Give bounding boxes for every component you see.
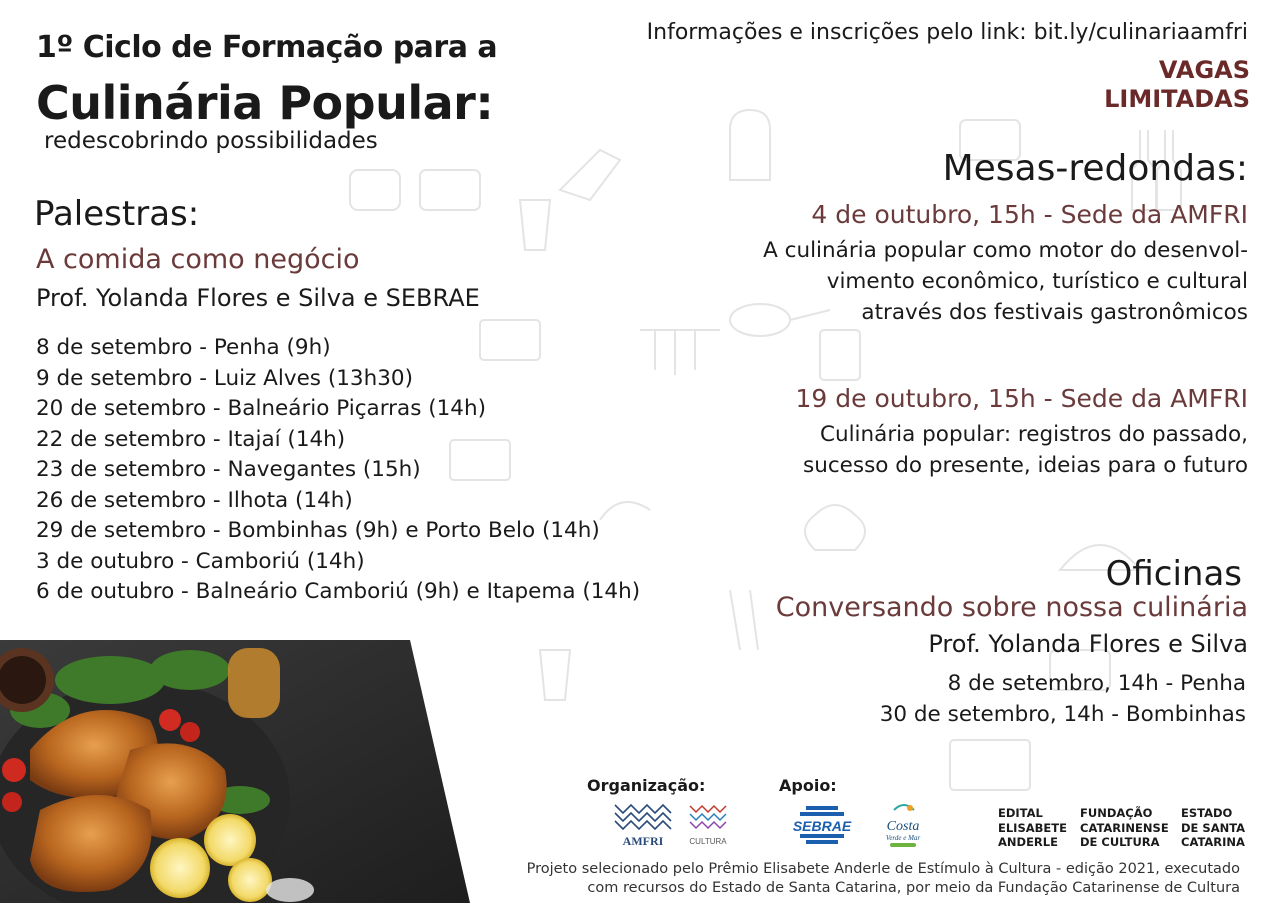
costa-logo-subtext: Verde e Mar xyxy=(885,834,921,842)
round-table-desc-line: através dos festivais gastronômicos xyxy=(861,300,1248,325)
footer-line: com recursos do Estado de Santa Catarina, por meio da Fundação Catarinense de Cultura xyxy=(587,880,1240,896)
vagas-line-1: VAGAS xyxy=(1158,56,1250,84)
amfri-logo xyxy=(612,802,674,848)
title-line-1: 1º Ciclo de Formação para a xyxy=(36,30,498,65)
footer-line: Projeto selecionado pelo Prêmio Elisabete Anderle de Estímulo à Cultura - edição 2021, executado xyxy=(526,861,1240,877)
credit-line: DE CULTURA xyxy=(1080,835,1160,849)
credit-estado xyxy=(1181,806,1245,850)
limited-spots-badge xyxy=(1104,56,1250,114)
schedule-item: 8 de setembro - Penha (9h) xyxy=(36,335,331,360)
subtitle: redescobrindo possibilidades xyxy=(44,128,378,154)
cultura-logo xyxy=(686,802,730,848)
registration-info: Informações e inscrições pelo link: bit.ly/culinariaamfri xyxy=(646,20,1248,45)
credit-fundacao xyxy=(1080,806,1169,850)
round-table-desc-line: sucesso do presente, ideias para o futuro xyxy=(803,453,1248,478)
costa-logo-text: Costa xyxy=(886,819,920,834)
lecture-title: A comida como negócio xyxy=(36,244,360,275)
credit-line: ESTADO xyxy=(1181,806,1233,820)
title-line-2: Culinária Popular: xyxy=(36,76,494,130)
workshop-date: 30 de setembro, 14h - Bombinhas xyxy=(879,702,1246,727)
amfri-logo-text: AMFRI xyxy=(622,834,664,848)
credit-line: EDITAL xyxy=(998,806,1043,820)
palestras-heading: Palestras: xyxy=(34,194,200,234)
round-table-desc-line: vimento econômico, turístico e cultural xyxy=(826,269,1248,294)
schedule-item: 22 de setembro - Itajaí (14h) xyxy=(36,426,346,452)
schedule-item: 9 de setembro - Luiz Alves (13h30) xyxy=(36,365,413,391)
workshop-date: 8 de setembro, 14h - Penha xyxy=(947,671,1246,696)
credit-line: FUNDAÇÃO xyxy=(1080,806,1153,820)
workshop-dates xyxy=(880,668,1246,730)
round-table-desc-line: A culinária popular como motor do desenvol- xyxy=(763,238,1248,263)
credit-line: DE SANTA xyxy=(1181,820,1246,835)
lecture-speaker: Prof. Yolanda Flores e Silva e SEBRAE xyxy=(36,284,480,312)
sebrae-logo xyxy=(784,806,860,844)
schedule-item: 26 de setembro - Ilhota (14h) xyxy=(36,487,353,513)
credit-line: CATARINA xyxy=(1181,835,1245,849)
lecture-schedule xyxy=(36,333,640,608)
schedule-item: 29 de setembro - Bombinhas (9h) e Porto Belo (14h) xyxy=(36,518,600,543)
workshop-speaker: Prof. Yolanda Flores e Silva xyxy=(928,630,1248,658)
schedule-item: 6 de outubro - Balneário Camboriú (9h) e Itapema (14h) xyxy=(36,579,641,604)
footer-note xyxy=(527,860,1240,898)
costa-verde-mar-logo xyxy=(876,800,930,850)
round-table-date: 19 de outubro, 15h - Sede da AMFRI xyxy=(795,384,1248,413)
round-table-1 xyxy=(763,200,1248,328)
cultura-logo-text: CULTURA xyxy=(689,837,727,846)
credit-line: ANDERLE xyxy=(998,835,1058,849)
credit-line: ELISABETE xyxy=(998,820,1067,835)
credit-edital xyxy=(998,806,1067,850)
schedule-item: 3 de outubro - Camboriú (14h) xyxy=(36,548,365,574)
round-table-desc-line: Culinária popular: registros do passado, xyxy=(819,422,1248,447)
mesas-heading: Mesas-redondas: xyxy=(942,148,1248,189)
schedule-item: 20 de setembro - Balneário Piçarras (14h) xyxy=(36,396,486,421)
organization-label: Organização: xyxy=(587,776,706,795)
credit-line: CATARINENSE xyxy=(1080,820,1169,835)
round-table-date: 4 de outubro, 15h - Sede da AMFRI xyxy=(811,200,1248,229)
workshop-title: Conversando sobre nossa culinária xyxy=(775,592,1248,623)
sebrae-logo-text: SEBRAE xyxy=(792,818,852,834)
schedule-item: 23 de setembro - Navegantes (15h) xyxy=(36,457,421,482)
round-table-2 xyxy=(796,384,1248,481)
support-label: Apoio: xyxy=(779,776,837,795)
oficinas-heading: Oficinas xyxy=(1105,554,1242,594)
roasted-fish-photo xyxy=(0,640,470,903)
vagas-line-2: LIMITADAS xyxy=(1104,85,1250,113)
